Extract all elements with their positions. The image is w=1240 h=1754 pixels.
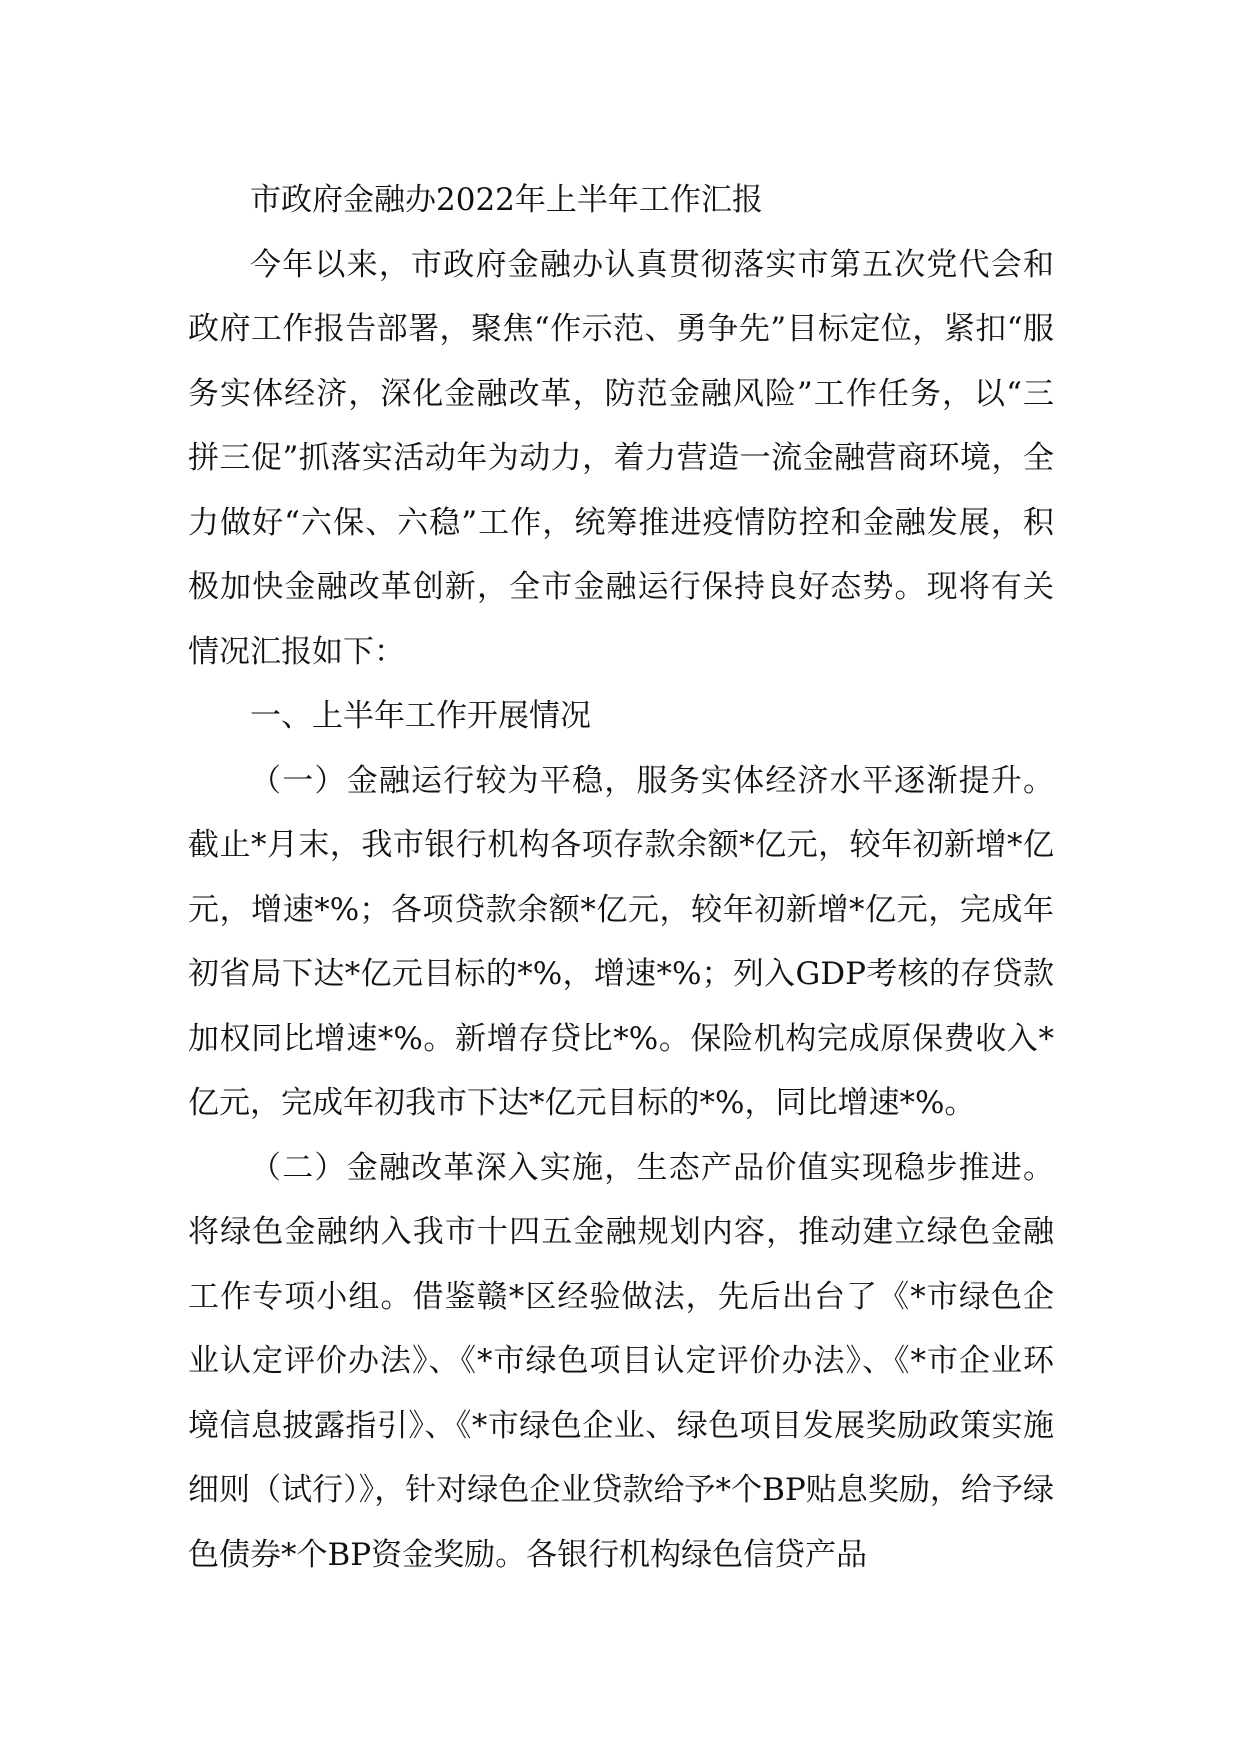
paragraph-financial-reform: （二）金融改革深入实施，生态产品价值实现稳步推进。将绿色金融纳入我市十四五金融规划内容，推动建立绿色金融工作专项小组。借鉴赣*区经验做法，先后出台了《*市绿色企业认定评价办法》、《*市绿色项目认定评价办法》、《*市企业环境信息披露指引》、《*市绿色企业、绿色项目发展奖励政策实施细则（试行）》，针对绿色企业贷款给予*个BP贴息奖励，给予绿色债券*个BP资金奖励。各银行机构绿色信贷产品 — [188, 1149, 1054, 1573]
section-heading-1: 一、上半年工作开展情况 — [250, 698, 591, 734]
paragraph-intro: 今年以来，市政府金融办认真贯彻落实市第五次党代会和政府工作报告部署，聚焦“作示范、勇争先”目标定位，紧扣“服务实体经济，深化金融改革，防范金融风险”工作任务，以“三拼三促”抓落实活动年为动力，着力营造一流金融营商环境，全力做好“六保、六稳”工作，统筹推进疫情防控和金融发展，积极加快金融改革创新，全市金融运行保持良好态势。现将有关情况汇报如下： — [188, 246, 1054, 670]
document-title: 市政府金融办2022年上半年工作汇报 — [250, 182, 763, 218]
document-body — [188, 168, 1054, 1587]
paragraph-financial-operation: （一）金融运行较为平稳，服务实体经济水平逐渐提升。截止*月末，我市银行机构各项存款余额*亿元，较年初新增*亿元，增速*%；各项贷款余额*亿元，较年初新增*亿元，完成年初省局下达*亿元目标的*%，增速*%；列入GDP考核的存贷款加权同比增速*%。新增存贷比*%。保险机构完成原保费收入*亿元，完成年初我市下达*亿元目标的*%，同比增速*%。 — [188, 762, 1054, 1121]
